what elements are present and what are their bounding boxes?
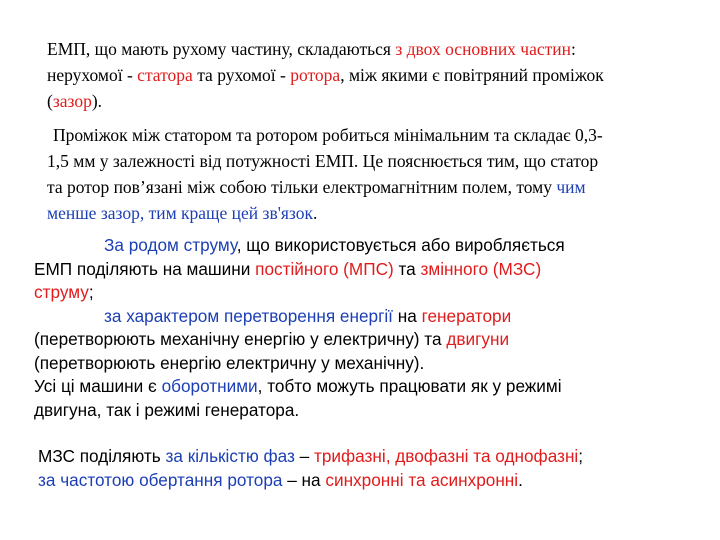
text-line: (перетворюють енергію електричну у механічну).	[34, 352, 425, 373]
highlight-smaller-gap: чим	[556, 177, 586, 197]
text-line: за частотою обертання ротора – на синхронні та асинхронні.	[38, 469, 523, 490]
text-line: Усі ці машини є оборотними, тобто можуть працювати як у режимі	[34, 376, 562, 396]
text-line: (зазор).	[47, 91, 103, 111]
text-line: струму;	[34, 282, 94, 302]
term-rotor: ротора	[290, 65, 341, 85]
highlight-reversible: оборотними	[161, 376, 258, 396]
text-line: та ротор пов’язані між собою тільки електромагнітним полем, тому чим	[47, 177, 586, 197]
term-generators: генератори	[421, 305, 512, 326]
highlight-current-type: За родом струму	[104, 235, 237, 255]
term-sync-async: синхронні та асинхронні	[325, 469, 519, 490]
text-line: за характером перетворення енергії на генератори	[104, 305, 512, 326]
text-line: ЕМП, що мають рухому частину, складаються з двох основних частин:	[47, 39, 576, 59]
text-line: МЗС поділяють за кількістю фаз – трифазні, двофазні та однофазні;	[38, 446, 584, 466]
text-line: Проміжок між статором та ротором робиться мінімальним та складає 0,3-	[53, 125, 603, 145]
term-stator: статора	[137, 65, 193, 85]
text-line: (перетворюють механічну енергію у електричну) та двигуни	[34, 329, 510, 349]
term-dc-machines: постійного (МПС)	[255, 258, 394, 279]
paragraph-emp-parts	[47, 36, 604, 114]
paragraph-classification	[34, 234, 565, 422]
highlight-two-parts: з двох основних частин	[395, 39, 572, 59]
term-phase-types: трифазні, двофазні та однофазні	[314, 446, 579, 466]
highlight-rotor-speed: за частотою обертання ротора	[38, 469, 283, 490]
term-current: струму	[34, 282, 89, 302]
highlight-better-link: менше зазор, тим краще цей зв'язок	[47, 203, 313, 223]
highlight-phase-count: за кількістю фаз	[165, 446, 295, 466]
text-line: менше зазор, тим краще цей зв'язок.	[47, 203, 318, 223]
text-line: За родом струму, що використовується або виробляється	[104, 235, 565, 255]
term-motors: двигуни	[446, 329, 510, 349]
text-line: ЕМП поділяють на машини постійного (МПС) та змінного (МЗС)	[34, 258, 542, 279]
paragraph-air-gap	[47, 122, 603, 226]
paragraph-ac-machines	[38, 445, 583, 492]
term-gap: зазор	[52, 91, 92, 111]
text-line: двигуна, так і режимі генератора.	[34, 399, 300, 420]
text-line: нерухомої - статора та рухомої - ротора, між якими є повітряний проміжок	[47, 65, 604, 85]
highlight-energy-conversion: за характером перетворення енергії	[104, 305, 393, 326]
text-line: 1,5 мм у залежності від потужності ЕМП. Це пояснюється тим, що статор	[47, 151, 599, 171]
term-ac-machines: змінного (МЗС)	[420, 258, 542, 279]
